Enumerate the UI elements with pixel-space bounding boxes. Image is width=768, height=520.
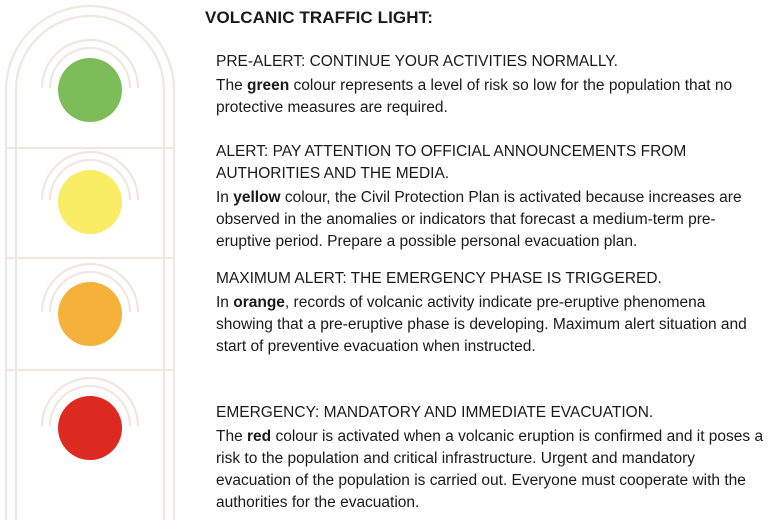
level-heading: EMERGENCY: MANDATORY AND IMMEDIATE EVACUATION. [216, 404, 654, 421]
orange-light [58, 282, 122, 346]
red-light [58, 396, 122, 460]
level-description: In yellow colour, the Civil Protection Plan is activated because increases are observed in the anomalies or indicators that forecast a medium-term pre-eruptive period. Prepare a possible personal evacuation plan. [216, 189, 742, 250]
level-heading: ALERT: PAY ATTENTION TO OFFICIAL ANNOUNCEMENTS FROM AUTHORITIES AND THE MEDIA. [216, 143, 687, 182]
color-word: orange [233, 294, 285, 311]
level-maximum-alert [216, 268, 764, 358]
color-word: yellow [233, 189, 281, 206]
page-title: VOLCANIC TRAFFIC LIGHT: [205, 8, 433, 27]
level-heading: MAXIMUM ALERT: THE EMERGENCY PHASE IS TRIGGERED. [216, 270, 662, 287]
level-description: The red colour is activated when a volcanic eruption is confirmed and it poses a risk to the population and critical infrastructure. Urgent and mandatory evacuation of the population is carried out. Everyone must cooperate with the authorities for the evacuation. [216, 428, 764, 511]
green-light [58, 58, 122, 122]
level-description: The green colour represents a level of risk so low for the population that no protective measures are required. [216, 77, 733, 116]
level-alert [216, 141, 764, 253]
yellow-light [58, 170, 122, 234]
level-pre-alert [216, 51, 764, 119]
level-description: In orange, records of volcanic activity indicate pre-eruptive phenomena showing that a pre-eruptive phase is developing. Maximum alert situation and start of preventive evacuation when instructed. [216, 294, 747, 355]
color-word: red [247, 428, 272, 445]
level-heading: PRE-ALERT: CONTINUE YOUR ACTIVITIES NORMALLY. [216, 53, 618, 70]
level-emergency [216, 402, 764, 514]
traffic-light-graphic [0, 0, 180, 520]
color-word: green [247, 77, 290, 94]
